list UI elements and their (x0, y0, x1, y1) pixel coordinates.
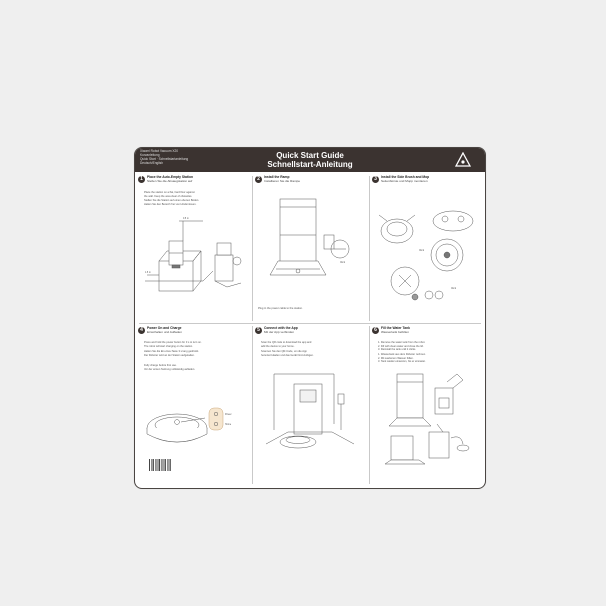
panel-text: 1. Wassertank aus dem Roboter nehmen. (378, 353, 426, 356)
panel-title: Place the Auto-Empty Station (147, 175, 194, 179)
panel-heading (138, 176, 250, 188)
header-left-line: Xiaomi Robot Vacuum X20 (140, 149, 179, 153)
header-bar (135, 148, 485, 172)
panel-text: Fully charge before first use. (144, 364, 177, 367)
station-placement-illustration (143, 213, 247, 303)
panel-text: Halten Sie die Ein-/Aus-Taste 3 s lang gedrückt. (144, 350, 199, 353)
panel-subtitle: Einschalten und Aufladen (147, 330, 182, 335)
panel-text: 1. Remove the water tank from the robot. (378, 341, 426, 344)
callout-power: Power (225, 414, 232, 416)
callout-click: Click (340, 262, 345, 264)
step-panel-5 (252, 324, 368, 473)
header-left-line: Kurzanleitung (140, 153, 160, 157)
header-left-line: Deutsch/English (140, 161, 164, 165)
callout-click: Click (419, 250, 424, 252)
panel-text: Place the station on a flat, hard floor against (144, 191, 195, 194)
panel-title: Install the Ramp (264, 175, 290, 179)
step-panel-2 (252, 173, 368, 322)
panel-note: Plug in the power cable to the station. (258, 307, 303, 310)
step-number: 2 (255, 176, 262, 183)
panel-heading (372, 176, 484, 188)
panel-title: Connect with the App (264, 326, 298, 330)
panel-heading (255, 176, 367, 188)
step-panel-4 (135, 324, 251, 473)
panel-text: Scannen Sie den QR-Code, um die App (261, 350, 307, 353)
ramp-illustration (260, 191, 364, 291)
panel-subtitle: Seitenbürste und Mopp montieren (381, 179, 428, 184)
panel-text: The robot will start charging on the station. (144, 344, 193, 348)
callout-home: Home (225, 424, 232, 426)
panel-text: Scan the QR code to download the app and (261, 341, 312, 344)
panel-text: herunterzuladen und das Gerät hinzuzufügen. (261, 353, 314, 357)
step-number: 6 (372, 327, 379, 334)
panel-heading (255, 327, 367, 339)
water-tank-illustration (377, 368, 481, 468)
panel-text: Stellen Sie die Station auf einen ebenen Boden. (144, 199, 200, 202)
panel-text: Press and hold the power button for 3 s to turn on. (144, 341, 202, 344)
panel-text: 2. Fill with clean water and close the lid. (378, 344, 424, 348)
panel-text: 3. Reinstall the tank until it clicks. (378, 348, 417, 351)
brush-mop-illustration (375, 195, 481, 305)
panel-text: add the device to your home. (261, 344, 295, 348)
panel-subtitle: Installieren Sie die Rampe (264, 179, 301, 184)
step-number: 5 (255, 327, 262, 334)
step-panel-6 (369, 324, 485, 473)
title-german: Schnellstart-Anleitung (267, 160, 353, 169)
callout-distance: 0.5 m (183, 218, 189, 220)
station-app-illustration (258, 364, 364, 464)
step-panel-1 (135, 173, 251, 322)
step-number: 4 (138, 327, 145, 334)
panel-text: Halten Sie den Bereich frei von Hindernissen. (144, 202, 197, 206)
title-english: Quick Start Guide (276, 151, 344, 160)
panel-text: the wall. Keep the area clear of obstacles. (144, 194, 193, 198)
panel-text: Vor der ersten Nutzung vollständig aufladen. (144, 367, 196, 371)
robot-power-illustration (143, 398, 247, 460)
panel-title: Fill the Water Tank (381, 326, 410, 330)
callout-distance: 1.5 m (145, 272, 151, 274)
step-panel-3 (369, 173, 485, 322)
panel-text: 3. Tank wieder einsetzen, bis er einrastet. (378, 360, 426, 363)
step-number: 1 (138, 176, 145, 183)
panel-title: Install the Side Brush and Mop (381, 175, 430, 179)
panel-subtitle: Wassertank befüllen (381, 330, 409, 335)
barcode-icon (149, 459, 171, 471)
brand-logo-icon (455, 152, 471, 168)
panel-subtitle: Mit der App verbinden (264, 330, 295, 335)
panel-text: Der Roboter wird an der Station aufgeladen. (144, 353, 195, 357)
panel-heading (372, 327, 484, 339)
panel-text: 2. Mit sauberem Wasser füllen. (378, 356, 414, 360)
header-left-line: Quick Start · Schnellstartanleitung (140, 157, 189, 161)
step-number: 3 (372, 176, 379, 183)
panel-subtitle: Stellen Sie die Absaugstation auf (147, 179, 193, 184)
quick-start-card (134, 147, 486, 489)
panel-heading (138, 327, 250, 339)
callout-click: Click (451, 288, 456, 290)
panel-title: Power On and Charge (147, 326, 182, 330)
